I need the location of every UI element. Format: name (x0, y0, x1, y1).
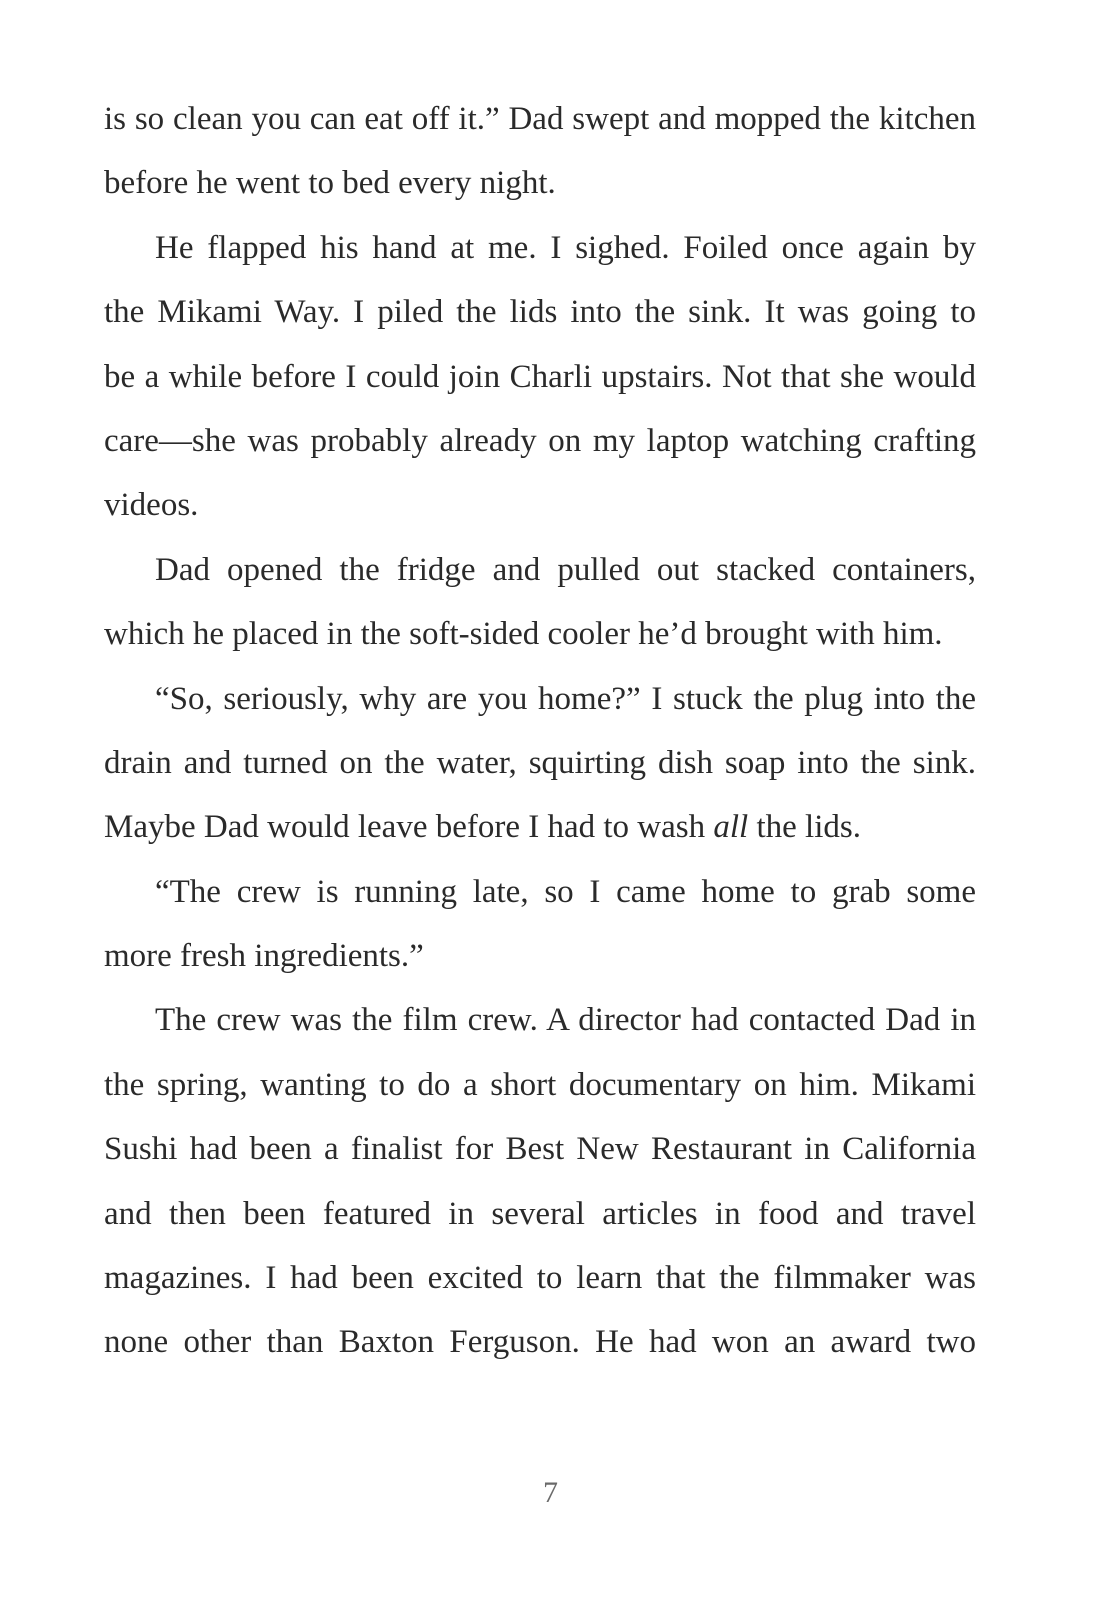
text-line: He flapped his hand at me. I sighed. Foiled once again by (155, 229, 976, 266)
text-line: videos. (104, 487, 199, 524)
text-line: “The crew is running late, so I came home to grab some (155, 873, 976, 910)
text-segment: the lids. (748, 809, 861, 846)
text-line: is so clean you can eat off it.” Dad swept and mopped the kitchen (104, 101, 976, 137)
text-line: be a while before I could join Charli upstairs. Not that she would (104, 358, 976, 395)
text-line: drain and turned on the water, squirting dish soap into the sink. (104, 744, 976, 781)
text-line: Dad opened the fridge and pulled out stacked containers, (155, 551, 976, 588)
text-line: and then been featured in several articles in food and travel (104, 1195, 976, 1232)
text-line: Sushi had been a finalist for Best New Restaurant in California (104, 1131, 976, 1168)
text-line: “So, seriously, why are you home?” I stuck the plug into the (155, 680, 976, 717)
text-line: magazines. I had been excited to learn that the filmmaker was (104, 1260, 976, 1297)
text-line: the Mikami Way. I piled the lids into the sink. It was going to (104, 294, 976, 331)
text-line (104, 795, 976, 859)
text-line: none other than Baxton Ferguson. He had won an award two (104, 1324, 976, 1361)
text-line: care—she was probably already on my laptop watching crafting (104, 422, 976, 459)
text-line: the spring, wanting to do a short documentary on him. Mikami (104, 1066, 976, 1103)
text-line: before he went to bed every night. (104, 165, 556, 202)
text-line: The crew was the film crew. A director had contacted Dad in (155, 1002, 976, 1039)
text-line: which he placed in the soft-sided cooler he’d brought with him. (104, 616, 943, 653)
text-line: more fresh ingredients.” (104, 938, 424, 975)
page-body (104, 87, 976, 1375)
page-number: 7 (543, 1476, 558, 1509)
text-segment: Maybe Dad would leave before I had to wash (104, 809, 714, 846)
emphasized-word: all (713, 809, 749, 846)
